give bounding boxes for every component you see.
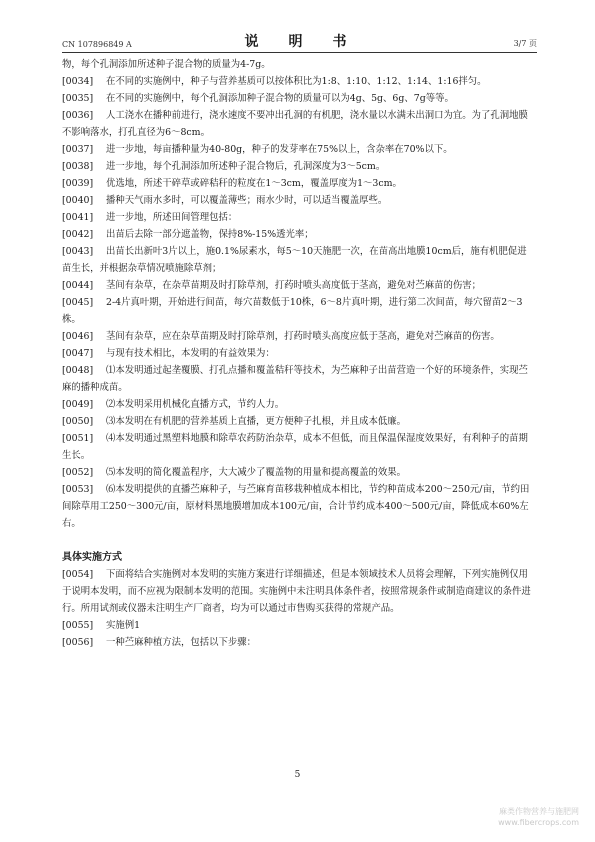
- paragraph: [62, 328, 535, 345]
- paragraph-number: [0055]: [62, 620, 94, 631]
- section-heading: 具体实施方式: [62, 552, 122, 563]
- document-body: [62, 56, 535, 651]
- paragraph: [62, 345, 535, 362]
- paragraph: [62, 175, 535, 192]
- paragraph: [62, 226, 535, 243]
- paragraph: [62, 464, 535, 481]
- paragraph: [62, 617, 535, 634]
- paragraph-text: 在不同的实施例中，每个孔洞添加种子混合物的质量可以为4g、5g、6g、7g等等。: [106, 93, 454, 104]
- page-number: 5: [294, 770, 301, 780]
- paragraph-list-embodiments: [62, 566, 535, 651]
- paragraph-text: 下面将结合实施例对本发明的实施方案进行详细描述，但是本领域技术人员将会理解，下列实施例仅用于说明本发明，而不应视为限制本发明的范围。实施例中未注明具体条件者，按照常规条件或制造商建议的条件进行。所用试剂或仪器未注明生产厂商者，均为可以通过市售购买获得的常规产品。: [62, 569, 531, 614]
- page-header: [62, 30, 537, 53]
- paragraph-number: [0035]: [62, 93, 94, 104]
- paragraph-number: [0045]: [62, 297, 94, 308]
- paragraph-text: 茎间有杂草，在杂草苗期及时打除草剂，打药时喷头高度低于茎高，避免对苎麻苗的伤害；: [106, 280, 482, 291]
- paragraph-number: [0056]: [62, 637, 94, 648]
- paragraph-number: [0051]: [62, 433, 94, 444]
- paragraph: [62, 294, 535, 328]
- paragraph-text: 人工浇水在播种前进行，浇水速度不要冲出孔洞的有机肥，浇水量以水满未出洞口为宜。为了孔洞地膜不影响落水，打孔直径为6～8cm。: [62, 110, 528, 138]
- paragraph: [62, 481, 535, 532]
- paragraph: [62, 430, 535, 464]
- paragraph-text: 与现有技术相比，本发明的有益效果为：: [106, 348, 275, 359]
- paragraph-text: ⑸本发明的简化覆盖程序，大大减少了覆盖物的用量和提高覆盖的效果。: [106, 467, 407, 478]
- paragraph-text: ⑹本发明提供的直播苎麻种子，与苎麻育苗移栽种植成本相比，节约种苗成本200～250元/亩，节约田间除草用工250～300元/亩，原材料黑地膜增加成本100元/亩，合计节约成本400～500元/亩，降低成本60%左右。: [62, 484, 530, 529]
- paragraph: [62, 243, 535, 277]
- document-title: 说 明 书: [244, 34, 355, 50]
- paragraph: [62, 566, 535, 617]
- paragraph-text: 播种天气雨水多时，可以覆盖薄些；雨水少时，可以适当覆盖厚些。: [106, 195, 388, 206]
- watermark-site-name: 麻类作物营养与施肥网: [499, 807, 579, 816]
- paragraph-number: [0039]: [62, 178, 94, 189]
- paragraph-number: [0041]: [62, 212, 94, 223]
- paragraph-text: ⑴本发明通过起垄覆膜、打孔点播和覆盖秸秆等技术，为苎麻种子出苗营造一个好的环境条件，实现苎麻的播种成苗。: [62, 365, 528, 393]
- paragraph-text: 出苗后去除一部分遮盖物，保持8%-15%透光率；: [106, 229, 314, 240]
- paragraph: [62, 396, 535, 413]
- paragraph-text: 进一步地，每个孔洞添加所述种子混合物后，孔洞深度为3～5cm。: [106, 161, 386, 172]
- paragraph-list: [62, 56, 535, 532]
- paragraph: [62, 141, 535, 158]
- paragraph: [62, 56, 535, 73]
- paragraph: [62, 209, 535, 226]
- paragraph-text: ⑵本发明采用机械化直播方式，节约人力。: [106, 399, 285, 410]
- paragraph-number: [0048]: [62, 365, 94, 376]
- paragraph-text: 2-4片真叶期，开始进行间苗，每穴苗数低于10株，6～8片真叶期，进行第二次间苗，每穴留苗2～3株。: [62, 297, 523, 325]
- paragraph: [62, 192, 535, 209]
- paragraph-number: [0036]: [62, 110, 94, 121]
- paragraph-text: ⑶本发明在有机肥的营养基质上直播，更方便种子扎根，并且成本低廉。: [106, 416, 407, 427]
- watermark-url: www.fibercrops.com: [498, 818, 579, 827]
- paragraph-number: [0053]: [62, 484, 94, 495]
- paragraph-text: 茎间有杂草，应在杂草苗期及时打除草剂，打药时喷头高度应低于茎高，避免对苎麻苗的伤害。: [106, 331, 500, 342]
- paragraph-text: 出苗长出新叶3片以上，施0.1%尿素水，每5～10天施肥一次，在苗高出地膜10cm后，施有机肥促进苗生长，并根据杂草情况喷施除草剂；: [62, 246, 527, 274]
- paragraph-number: [0047]: [62, 348, 94, 359]
- paragraph-number: [0046]: [62, 331, 94, 342]
- paragraph: [62, 158, 535, 175]
- paragraph-number: [0040]: [62, 195, 94, 206]
- paragraph-number: [0049]: [62, 399, 94, 410]
- publication-number: CN 107896849 A: [62, 40, 132, 49]
- paragraph-number: [0052]: [62, 467, 94, 478]
- paragraph-text: 进一步地，每亩播种量为40-80g，种子的发芽率在75%以上，含杂率在70%以下。: [106, 144, 453, 155]
- paragraph-number: [0034]: [62, 76, 94, 87]
- paragraph-number: [0054]: [62, 569, 94, 580]
- paragraph: [62, 90, 535, 107]
- paragraph-number: [0043]: [62, 246, 94, 257]
- paragraph-number: [0042]: [62, 229, 94, 240]
- paragraph: [62, 73, 535, 90]
- watermark: [498, 806, 579, 828]
- paragraph-text: ⑷本发明通过黑塑料地膜和除草农药防治杂草，成本不但低，而且保温保湿度效果好，有利种子的苗期生长。: [62, 433, 528, 461]
- paragraph-text: 在不同的实施例中，种子与营养基质可以按体积比为1:8、1:10、1:12、1:14、1:16拌匀。: [106, 76, 487, 87]
- paragraph: [62, 634, 535, 651]
- paragraph-text: 优选地，所述干碎草或碎秸秆的粒度在1～3cm，覆盖厚度为1～3cm。: [106, 178, 402, 189]
- paragraph-number: [0050]: [62, 416, 94, 427]
- paragraph-number: [0038]: [62, 161, 94, 172]
- paragraph: [62, 107, 535, 141]
- paragraph-text: 一种苎麻种植方法，包括以下步骤：: [106, 637, 257, 648]
- paragraph-text: 实施例1: [106, 620, 141, 631]
- page-count: 3/7 页: [513, 39, 537, 48]
- paragraph: [62, 277, 535, 294]
- paragraph-text: 进一步地，所述田间管理包括：: [106, 212, 238, 223]
- paragraph-number: [0037]: [62, 144, 94, 155]
- paragraph: [62, 413, 535, 430]
- paragraph: [62, 362, 535, 396]
- paragraph-number: [0044]: [62, 280, 94, 291]
- paragraph-text: 物，每个孔洞添加所述种子混合物的质量为4-7g。: [62, 59, 271, 70]
